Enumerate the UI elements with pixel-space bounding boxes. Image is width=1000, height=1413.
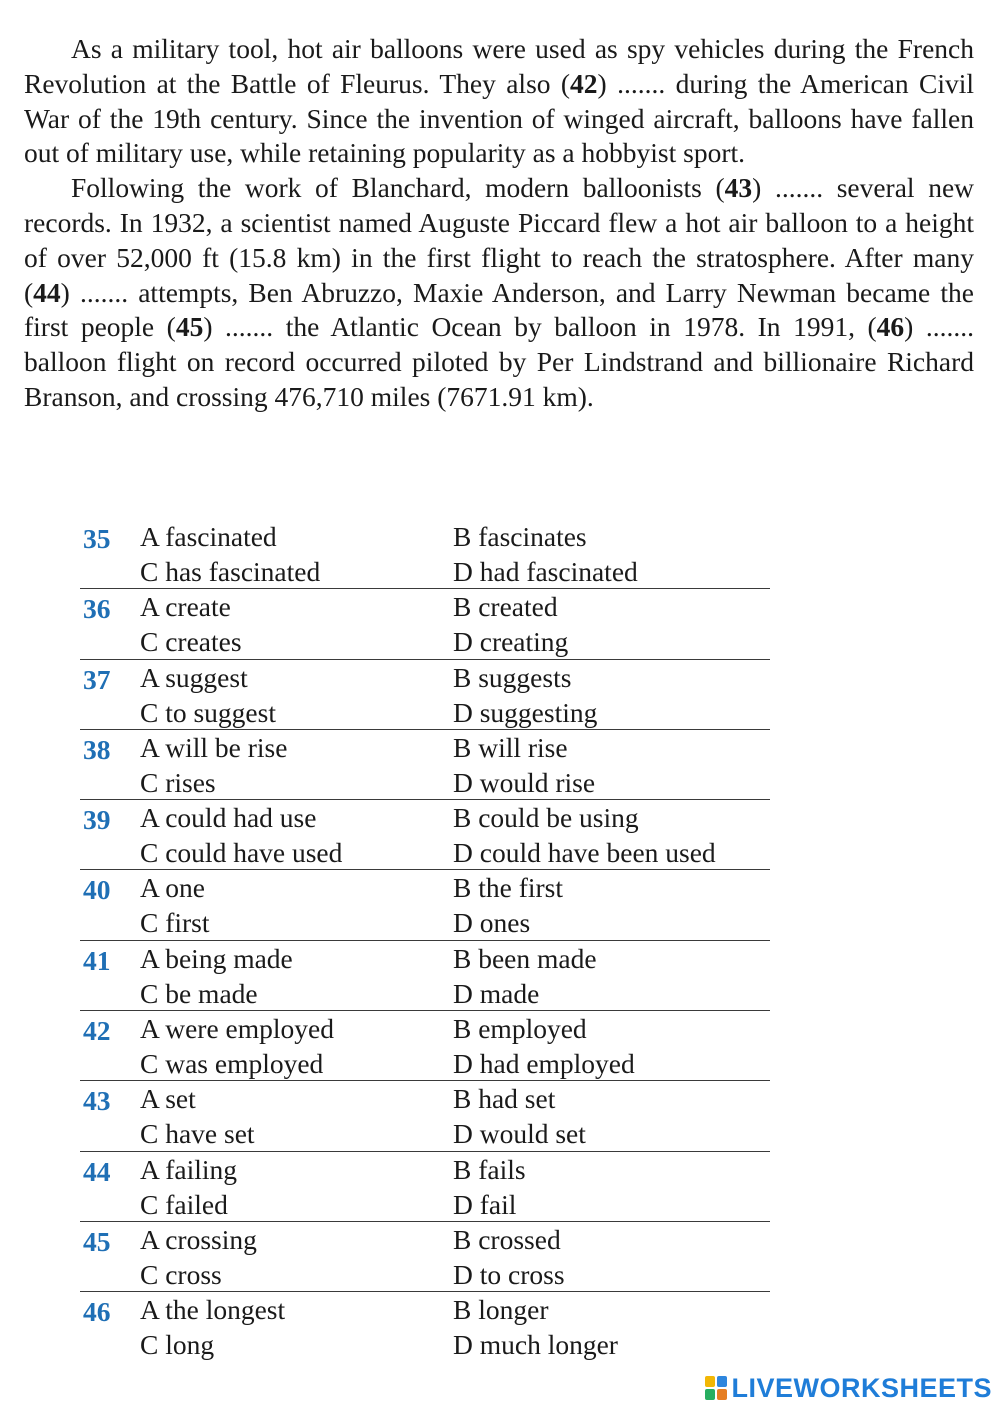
question-number: 36	[83, 593, 111, 625]
gap-number-46: 46	[876, 311, 905, 343]
option-b[interactable]: B fascinates	[453, 521, 587, 552]
option-a[interactable]: A will be rise	[140, 731, 288, 763]
option-d[interactable]: D fail	[453, 1188, 517, 1220]
option-b[interactable]: B longer	[453, 1294, 549, 1326]
question-number: 41	[83, 944, 111, 976]
passage-text: ) ....... during the American Civil War of the 19th century. Since the invention of winged aircraft, balloons have fallen out of military use, while retaining popularity as a hobbyist sport.	[24, 67, 974, 169]
brand-name: LIVEWORKSHEETS	[731, 1373, 992, 1403]
option-b[interactable]: B been made	[453, 942, 597, 974]
option-b[interactable]: B the first	[453, 872, 563, 904]
option-a[interactable]: A being made	[140, 942, 293, 974]
option-a[interactable]: A crossing	[140, 1223, 257, 1255]
passage-text: ) ....... balloon flight on record occurred piloted by Per Lindstrand and billionaire Richard Branson, and crossing 476,710 miles (7671.91 km).	[24, 311, 974, 412]
option-d[interactable]: D ones	[453, 907, 531, 939]
question-number: 39	[83, 804, 111, 836]
question-row-45	[80, 1222, 770, 1292]
passage-text: ) ....... the Atlantic Ocean by balloon in 1978. In 1991, (	[203, 311, 877, 343]
option-a[interactable]: A were employed	[140, 1013, 334, 1045]
passage-text: As a military tool, hot air balloons were used as spy vehicles during the French Revolution at the Battle of Fleurus. They also (	[24, 33, 974, 99]
question-number: 35	[83, 523, 111, 554]
option-c[interactable]: C long	[140, 1329, 215, 1361]
question-row-42	[80, 1011, 770, 1081]
option-c[interactable]: C have set	[140, 1118, 255, 1150]
option-b[interactable]: B crossed	[453, 1223, 561, 1255]
option-d[interactable]: D had fascinated	[453, 556, 638, 587]
question-row-44	[80, 1152, 770, 1222]
passage-paragraph-2	[24, 171, 974, 415]
question-number: 37	[83, 663, 111, 695]
liveworksheets-brand[interactable]	[705, 1373, 992, 1403]
option-a[interactable]: A failing	[140, 1153, 238, 1185]
question-row-35	[80, 519, 770, 589]
question-row-36	[80, 589, 770, 659]
gap-number-44: 44	[33, 276, 61, 308]
option-c[interactable]: C has fascinated	[140, 556, 321, 587]
option-b[interactable]: B employed	[453, 1013, 587, 1045]
option-c[interactable]: C was employed	[140, 1048, 324, 1080]
question-row-39	[80, 800, 770, 870]
option-d[interactable]: D had employed	[453, 1048, 635, 1080]
question-row-40	[80, 870, 770, 940]
question-number: 42	[83, 1015, 111, 1047]
question-number: 43	[83, 1085, 111, 1117]
option-a[interactable]: A suggest	[140, 661, 248, 693]
question-row-41	[80, 941, 770, 1011]
option-c[interactable]: C to suggest	[140, 696, 276, 728]
question-row-43	[80, 1081, 770, 1151]
option-b[interactable]: B suggests	[453, 661, 572, 693]
answer-options-table	[80, 519, 770, 1363]
option-b[interactable]: B fails	[453, 1153, 526, 1185]
gap-number-45: 45	[175, 311, 204, 343]
option-c[interactable]: C could have used	[140, 837, 343, 869]
option-c[interactable]: C first	[140, 907, 210, 939]
gap-number-42: 42	[570, 67, 598, 99]
option-c[interactable]: C failed	[140, 1188, 228, 1220]
question-row-46	[80, 1292, 770, 1362]
option-c[interactable]: C rises	[140, 766, 216, 798]
option-b[interactable]: B could be using	[453, 802, 639, 834]
question-row-37	[80, 660, 770, 730]
option-d[interactable]: D suggesting	[453, 696, 598, 728]
option-d[interactable]: D creating	[453, 626, 569, 658]
question-row-38	[80, 730, 770, 800]
passage-paragraph-1	[24, 32, 974, 171]
question-number: 44	[83, 1155, 111, 1187]
option-d[interactable]: D much longer	[453, 1329, 618, 1361]
option-d[interactable]: D would set	[453, 1118, 586, 1150]
question-number: 38	[83, 733, 111, 765]
option-a[interactable]: A set	[140, 1083, 196, 1115]
option-b[interactable]: B will rise	[453, 731, 568, 763]
option-b[interactable]: B created	[453, 591, 558, 623]
option-c[interactable]: C cross	[140, 1258, 222, 1290]
option-a[interactable]: A fascinated	[140, 521, 277, 552]
option-c[interactable]: C creates	[140, 626, 242, 658]
question-number: 46	[83, 1296, 111, 1328]
question-number: 40	[83, 874, 111, 906]
option-a[interactable]: A one	[140, 872, 205, 904]
option-a[interactable]: A could had use	[140, 802, 317, 834]
passage-text: ) ....... several new records. In 1932, a scientist named Auguste Piccard flew a hot air balloon to a height of over 52,000 ft (15.8 km) in the first flight to reach the stratosphere. After many (	[24, 172, 975, 308]
question-number: 45	[83, 1225, 111, 1257]
option-a[interactable]: A the longest	[140, 1294, 286, 1326]
option-d[interactable]: D would rise	[453, 766, 596, 798]
option-d[interactable]: D to cross	[453, 1258, 565, 1290]
passage-text: Following the work of Blanchard, modern balloonists (	[71, 172, 725, 204]
option-a[interactable]: A create	[140, 591, 231, 623]
option-c[interactable]: C be made	[140, 977, 258, 1009]
option-d[interactable]: D made	[453, 977, 540, 1009]
reading-passage	[24, 32, 974, 415]
option-d[interactable]: D could have been used	[453, 837, 716, 869]
passage-text: ) ....... attempts, Ben Abruzzo, Maxie Anderson, and Larry Newman became the first people (	[24, 276, 974, 343]
liveworksheets-logo-icon	[705, 1376, 727, 1400]
gap-number-43: 43	[724, 172, 753, 204]
option-b[interactable]: B had set	[453, 1083, 556, 1115]
